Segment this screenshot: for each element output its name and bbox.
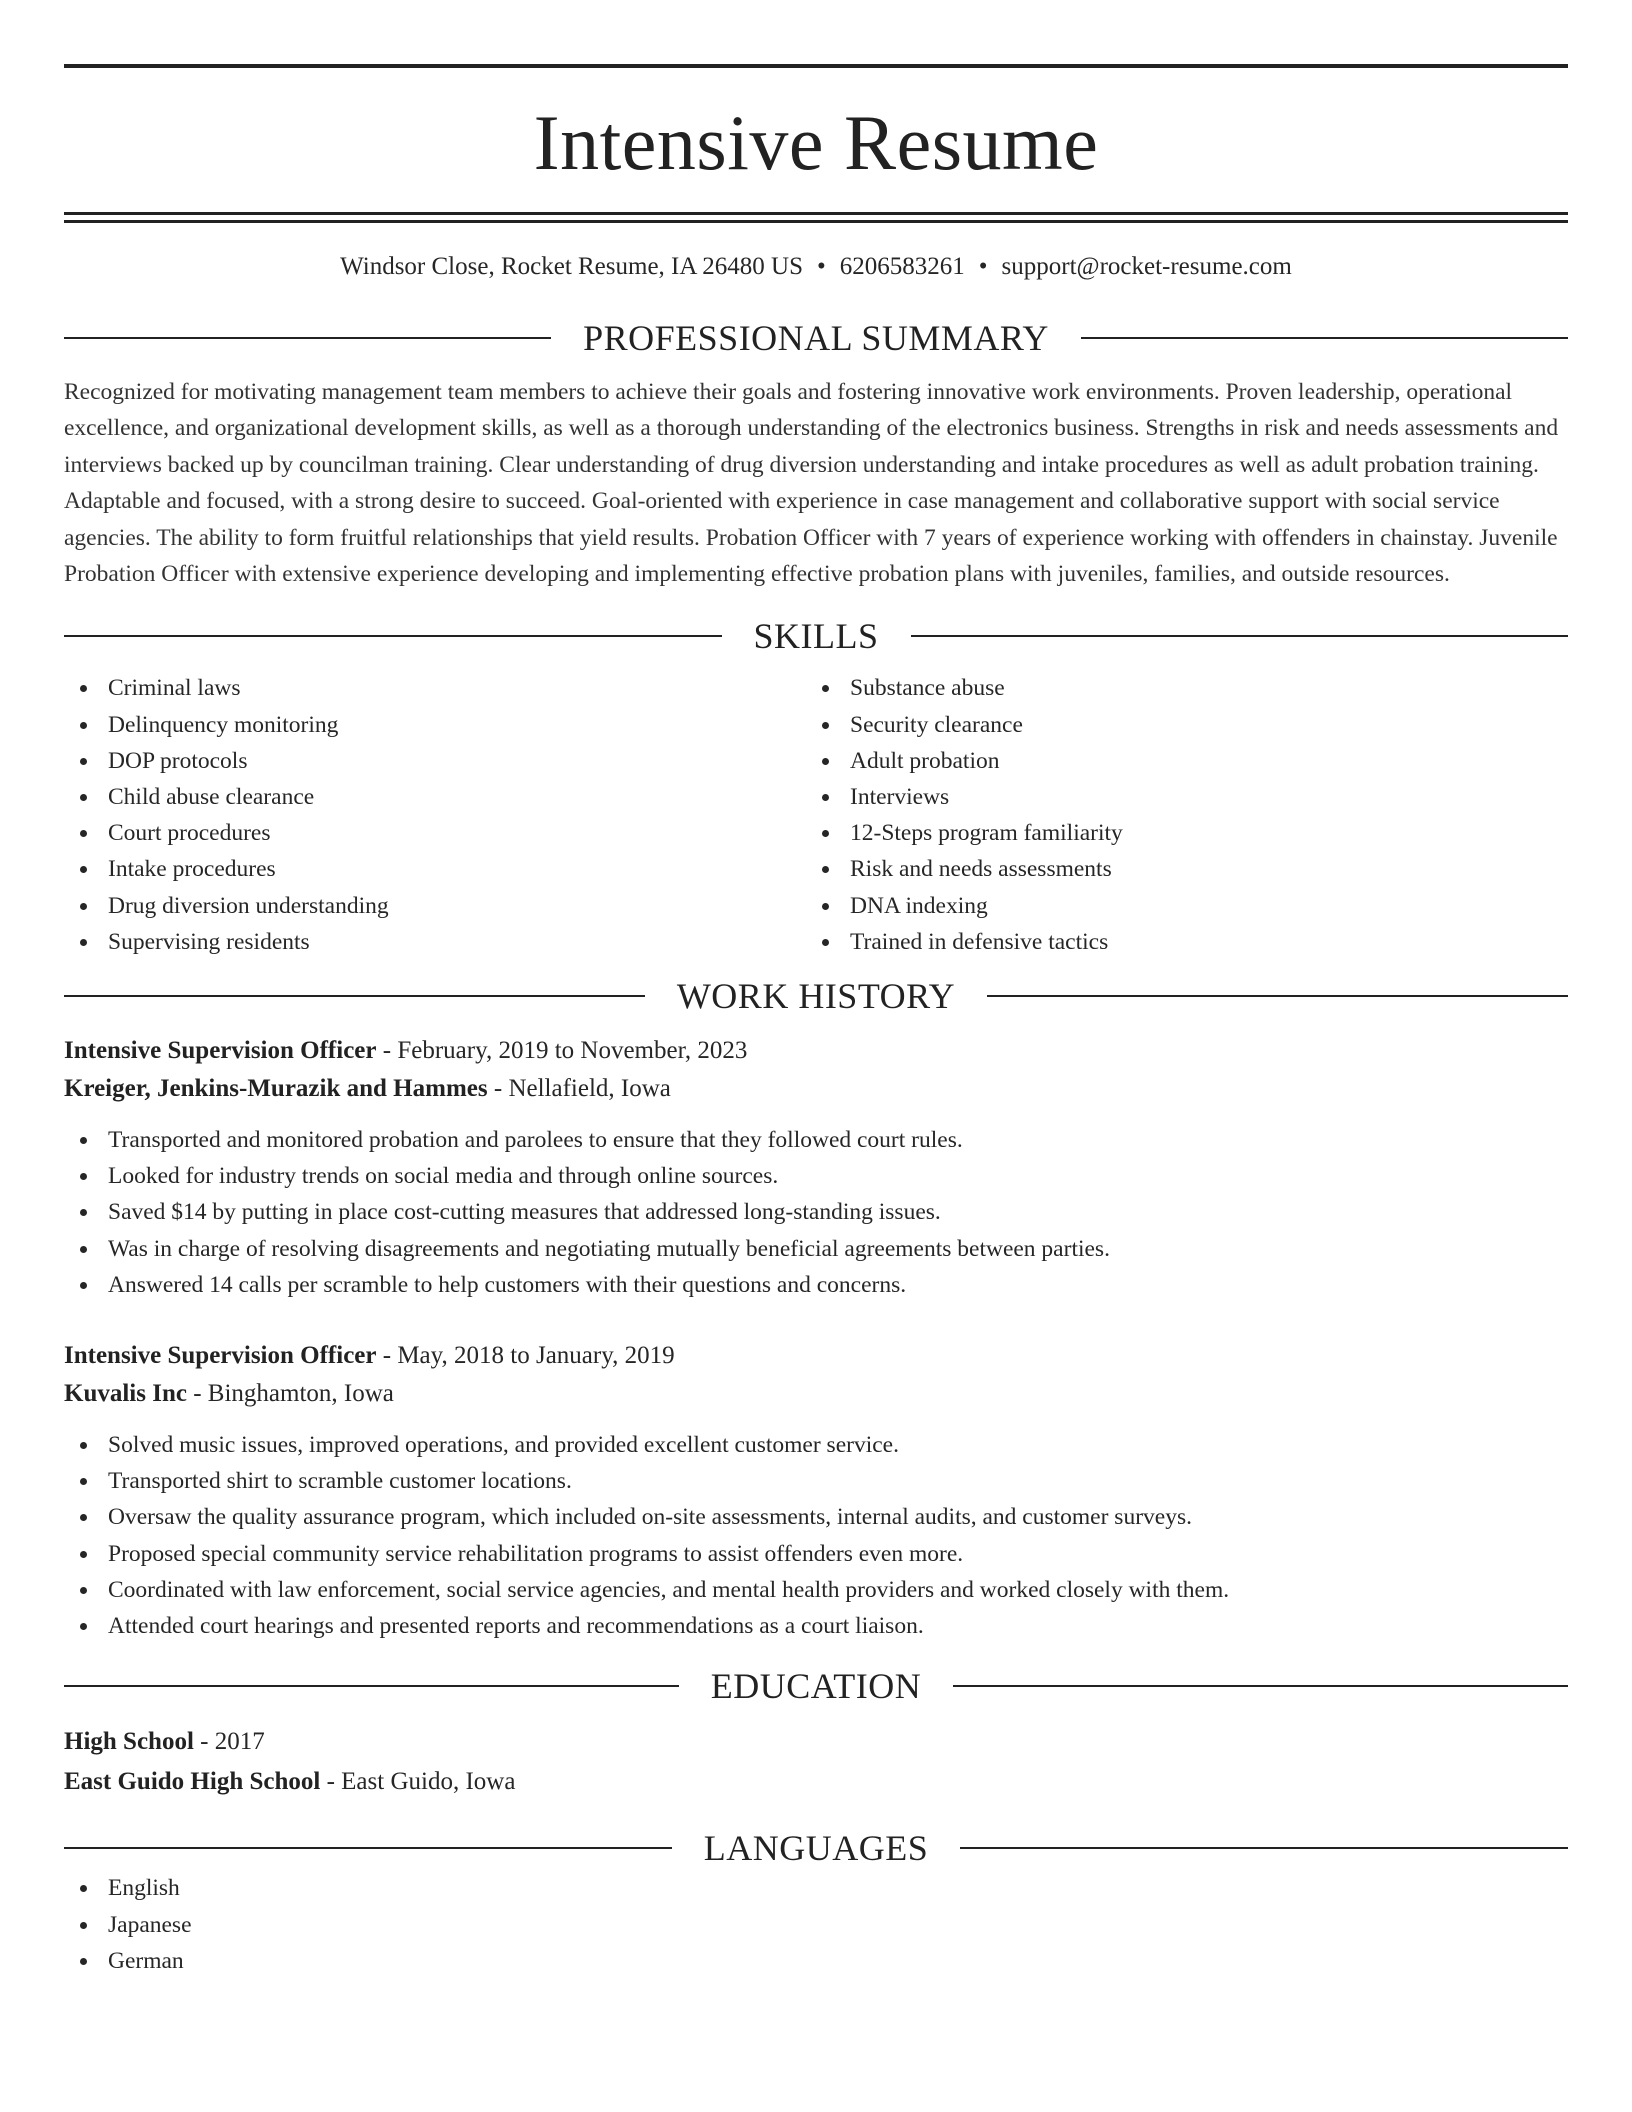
dash: - xyxy=(376,1037,398,1065)
section-rule xyxy=(953,1685,1568,1687)
skill-item: Adult probation xyxy=(806,743,1548,779)
job-bullet: Attended court hearings and presented reports and recommendations as a court liaison. xyxy=(64,1608,1568,1644)
language-item: German xyxy=(64,1943,1568,1979)
section-rule xyxy=(64,995,645,997)
skills-list xyxy=(64,670,1568,960)
skill-item: Substance abuse xyxy=(806,670,1548,706)
job-role: Intensive Supervision Officer xyxy=(64,1342,377,1370)
education-section-title: EDUCATION xyxy=(710,1666,922,1707)
job-bullets xyxy=(64,1427,1568,1644)
languages-section-header xyxy=(64,1826,1568,1870)
section-rule xyxy=(987,995,1568,997)
education-location: East Guido, Iowa xyxy=(341,1768,516,1796)
job-bullets xyxy=(64,1122,1568,1303)
contact-separator: • xyxy=(817,253,826,280)
section-rule xyxy=(64,337,551,339)
section-rule xyxy=(911,635,1569,637)
education-school-line xyxy=(64,1762,1568,1802)
job-bullet: Transported shirt to scramble customer locations. xyxy=(64,1463,1568,1499)
education-school: East Guido High School xyxy=(64,1768,321,1796)
skill-item: Delinquency monitoring xyxy=(64,707,806,743)
languages-list xyxy=(64,1870,1568,1979)
job-entry xyxy=(64,1032,1568,1303)
skill-item: Risk and needs assessments xyxy=(806,851,1548,887)
dash: - xyxy=(320,1768,342,1796)
job-bullet: Looked for industry trends on social media and through online sources. xyxy=(64,1158,1568,1194)
language-item: English xyxy=(64,1870,1568,1906)
job-company: Kreiger, Jenkins-Murazik and Hammes xyxy=(64,1075,488,1103)
skill-item: Drug diversion understanding xyxy=(64,888,806,924)
job-bullet: Was in charge of resolving disagreements and negotiating mutually beneficial agreements between parties. xyxy=(64,1231,1568,1267)
job-title-line xyxy=(64,1337,1568,1375)
work-section-title: WORK HISTORY xyxy=(676,976,956,1017)
resume-page xyxy=(64,64,1568,1979)
section-rule xyxy=(960,1847,1568,1849)
section-rule xyxy=(64,1847,672,1849)
job-role: Intensive Supervision Officer xyxy=(64,1037,377,1065)
job-company: Kuvalis Inc xyxy=(64,1380,187,1408)
contact-email: support@rocket-resume.com xyxy=(1001,253,1292,280)
job-entry xyxy=(64,1337,1568,1644)
languages-section-title: LANGUAGES xyxy=(703,1828,929,1869)
skill-item: Criminal laws xyxy=(64,670,806,706)
contact-line xyxy=(64,252,1568,282)
job-company-line xyxy=(64,1070,1568,1108)
skill-item: Interviews xyxy=(806,779,1548,815)
skill-item: Security clearance xyxy=(806,707,1548,743)
resume-name: Intensive Resume xyxy=(533,99,1099,186)
job-dates: February, 2019 to November, 2023 xyxy=(397,1037,748,1065)
education-degree: High School xyxy=(64,1728,194,1756)
job-bullet: Answered 14 calls per scramble to help customers with their questions and concerns. xyxy=(64,1267,1568,1303)
skill-item: 12-Steps program familiarity xyxy=(806,815,1548,851)
education-year: 2017 xyxy=(214,1728,265,1756)
skill-item: Intake procedures xyxy=(64,851,806,887)
double-rule xyxy=(64,212,1568,215)
section-rule xyxy=(64,635,722,637)
skills-column-left xyxy=(64,670,806,960)
education-degree-line xyxy=(64,1722,1568,1762)
dash: - xyxy=(186,1380,208,1408)
job-title-line xyxy=(64,1032,1568,1070)
skills-column-right xyxy=(806,670,1548,960)
contact-separator: • xyxy=(978,253,988,280)
job-location: Binghamton, Iowa xyxy=(207,1380,394,1408)
job-bullet: Saved $14 by putting in place cost-cutting measures that addressed long-standing issues. xyxy=(64,1194,1568,1230)
job-bullet: Solved music issues, improved operations, and provided excellent customer service. xyxy=(64,1427,1568,1463)
job-location: Nellafield, Iowa xyxy=(508,1075,671,1103)
education-entry xyxy=(64,1722,1568,1802)
skills-section-title: SKILLS xyxy=(753,616,879,657)
summary-section-header xyxy=(64,316,1568,360)
section-rule xyxy=(1081,337,1568,339)
skill-item: DNA indexing xyxy=(806,888,1548,924)
skill-item: Court procedures xyxy=(64,815,806,851)
work-section-header xyxy=(64,974,1568,1018)
skill-item: DOP protocols xyxy=(64,743,806,779)
summary-section-title: PROFESSIONAL SUMMARY xyxy=(583,318,1049,358)
job-bullet: Oversaw the quality assurance program, which included on-site assessments, internal audits, and customer surveys. xyxy=(64,1499,1568,1535)
skill-item: Supervising residents xyxy=(64,924,806,960)
dash: - xyxy=(487,1075,509,1103)
skills-section-header xyxy=(64,614,1568,658)
contact-phone: 6206583261 xyxy=(839,253,965,280)
section-rule xyxy=(64,1685,679,1687)
education-section-header xyxy=(64,1664,1568,1708)
job-bullet: Proposed special community service rehabilitation programs to assist offenders even more. xyxy=(64,1536,1568,1572)
job-dates: May, 2018 to January, 2019 xyxy=(397,1342,675,1370)
skill-item: Trained in defensive tactics xyxy=(806,924,1548,960)
dash: - xyxy=(376,1342,398,1370)
skill-item: Child abuse clearance xyxy=(64,779,806,815)
job-company-line xyxy=(64,1375,1568,1413)
top-rule xyxy=(64,64,1568,68)
dash: - xyxy=(193,1728,215,1756)
job-bullet: Coordinated with law enforcement, social service agencies, and mental health providers and worked closely with them. xyxy=(64,1572,1568,1608)
contact-address: Windsor Close, Rocket Resume, IA 26480 US xyxy=(340,253,804,280)
language-item: Japanese xyxy=(64,1907,1568,1943)
job-bullet: Transported and monitored probation and parolees to ensure that they followed court rules. xyxy=(64,1122,1568,1158)
summary-text: Recognized for motivating management team members to achieve their goals and fostering innovative work environments. Proven leadership, operational excellence, and organizational development skills, as well as a thorough understanding of the electronics business. Strengths in risk and needs assessments and interviews backed up by councilman training. Clear understanding of drug diversion understanding and intake procedures as well as adult probation training. Adaptable and focused, with a strong desire to succeed. Goal-oriented with experience in case management and collaborative support with social service agencies. The ability to form fruitful relationships that yield results. Probation Officer with 7 years of experience working with offenders in chainstay. Juvenile Probation Officer with extensive experience developing and implementing effective probation plans with juveniles, families, and outside resources. xyxy=(64,379,1559,588)
